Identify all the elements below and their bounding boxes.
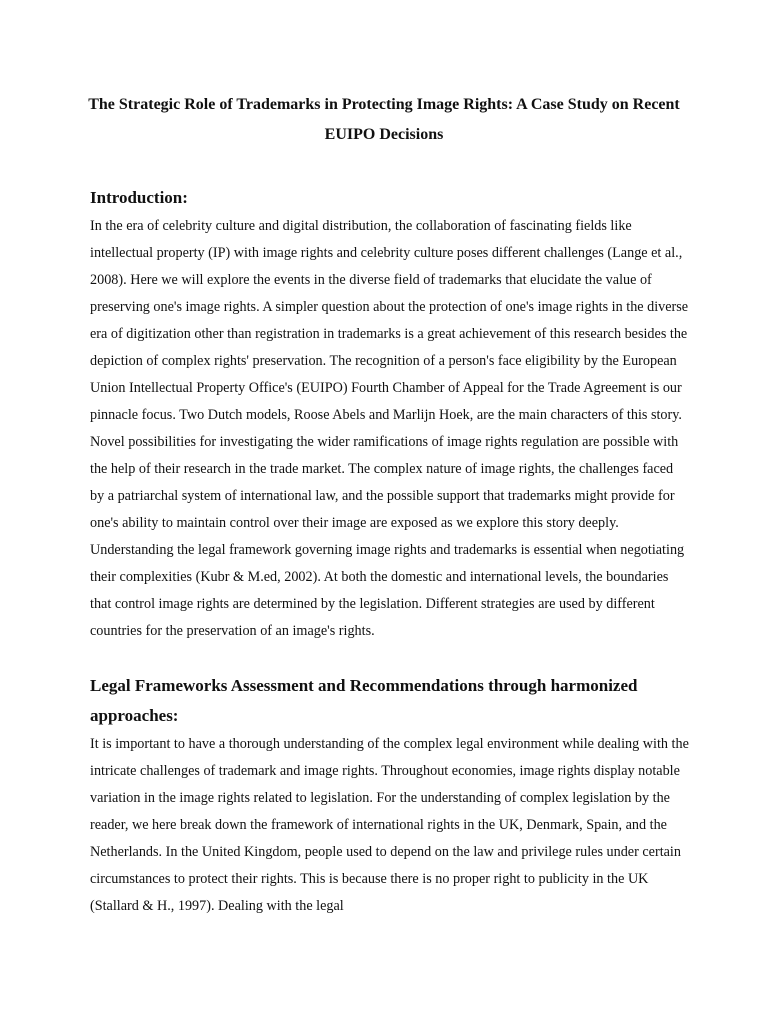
section-heading-introduction: Introduction: [90,188,188,207]
section-body-legal-frameworks: It is important to have a thorough understanding of the complex legal environment while dealing with the intricate challenges of trademark and image rights. Throughout economies, image rights display notable variation in the image rights related to legislation. For the understanding of complex legislation by the reader, we here break down the framework of international rights in the UK, Denmark, Spain, and the Netherlands. In the United Kingdom, people used to depend on the law and privilege rules under certain circumstances to protect their rights. This is because there is no proper right to publicity in the UK (Stallard & H., 1997). Dealing with the legal [90,736,689,914]
section-heading-legal-frameworks: Legal Frameworks Assessment and Recommendations through harmonized approaches: [90,676,638,725]
section-body-introduction: In the era of celebrity culture and digital distribution, the collaboration of fascinating fields like intellectual property (IP) with image rights and celebrity culture poses different challenges (Lange et al., 2008). Here we will explore the events in the diverse field of trademarks that elucidate the value of preserving one's image rights. A simpler question about the protection of one's image rights in the diverse era of digitization other than registration in trademarks is a great achievement of this research besides the depiction of complex rights' preservation. The recognition of a person's face eligibility by the European Union Intellectual Property Office's (EUIPO) Fourth Chamber of Appeal for the Trade Agreement is our pinnacle focus. Two Dutch models, Roose Abels and Marlijn Hoek, are the main characters of this story. Novel possibilities for investigating the wider ramifications of image rights regulation are possible with the help of their research in the trade market. The complex nature of image rights, the challenges faced by a patriarchal system of international law, and the possible support that trademarks might provide for one's ability to maintain control over their image are exposed as we explore this story deeply. Understanding the legal framework governing image rights and trademarks is essential when negotiating their complexities (Kubr & M.ed, 2002). At both the domestic and international levels, the boundaries that control image rights are determined by the legislation. Different strategies are used by different countries for the preservation of an image's rights. [90,218,689,639]
document-title: The Strategic Role of Trademarks in Protecting Image Rights: A Case Study on Recent EUIPO Decisions [88,96,680,143]
